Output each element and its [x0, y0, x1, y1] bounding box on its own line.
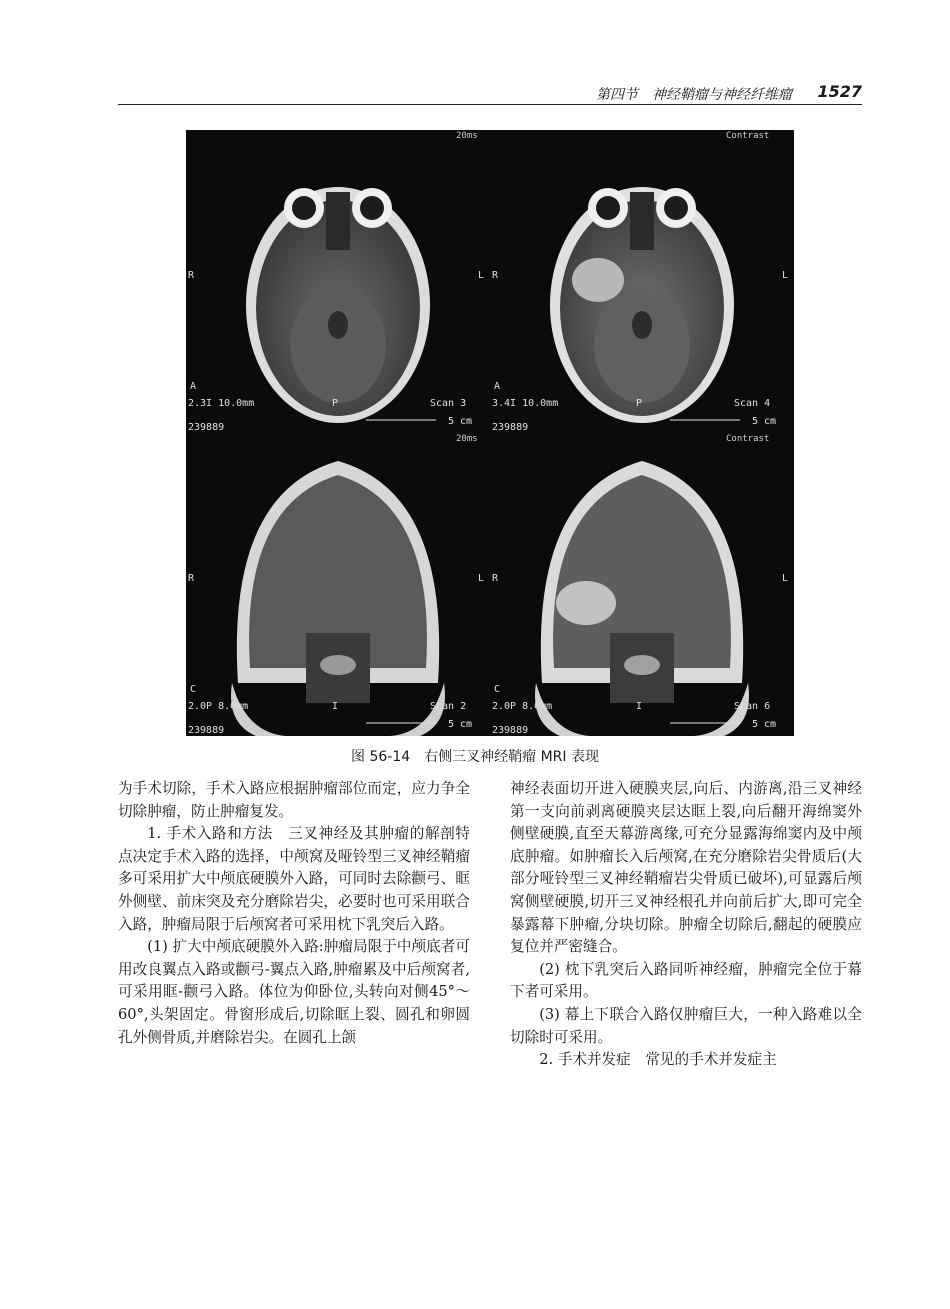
- right-column: [510, 778, 862, 1072]
- paragraph: (2) 枕下乳突后入路同听神经瘤，肿瘤完全位于幕下者可采用。: [510, 960, 862, 1001]
- mri-panel-coronal-precontrast: [186, 433, 490, 736]
- paragraph: 神经表面切开进入硬膜夹层,向后、内游离,沿三叉神经第一支向前剥离硬膜夹层达眶上裂,向后翻开海绵窦外侧壁硬膜,直至天幕游离缘,可充分显露海绵窦内及中颅底肿瘤。如肿瘤长入后颅窝,在充分磨除岩尖骨质后(大部分哑铃型三叉神经鞘瘤岩尖骨质已破坏),可显露后颅窝侧壁硬膜,切开三叉神经根孔并向前后扩大,即可完全暴露幕下肿瘤,分块切除。肿瘤全切除后,翻起的硬膜应复位并严密缝合。: [510, 780, 862, 956]
- side-label-l: L: [782, 270, 789, 281]
- sequence-label: 20ms: [456, 131, 478, 141]
- section-title: 第四节 神经鞘瘤与神经纤维瘤: [596, 87, 792, 103]
- orient-label: A: [190, 381, 197, 392]
- scan-params: 2.0P 8.0mm: [492, 701, 553, 712]
- scale-bar-label: 5 cm: [752, 416, 777, 427]
- side-label-r: R: [492, 270, 499, 281]
- side-label-l: L: [478, 270, 485, 281]
- running-header: [118, 82, 862, 105]
- view-label: P: [636, 398, 643, 409]
- paragraph: (1) 扩大中颅底硬膜外入路:肿瘤局限于中颅底者可用改良翼点入路或颧弓-翼点入路,肿瘤累及中后颅窝者,可采用眶-颧弓入路。体位为仰卧位,头转向对侧45°～60°,头架固定。骨窗形成后,切除眶上裂、圆孔和卵圆孔外侧骨质,并磨除岩尖。在圆孔上颌: [118, 938, 470, 1046]
- side-label-r: R: [188, 573, 195, 584]
- mri-panel-axial-contrast: [490, 130, 794, 433]
- orient-label: C: [190, 684, 197, 695]
- scan-number: Scan 2: [430, 701, 467, 712]
- paragraph: 1. 手术入路和方法 三叉神经及其肿瘤的解剖特点决定手术入路的选择，中颅窝及哑铃型三叉神经鞘瘤多可采用扩大中颅底硬膜外入路，可同时去除颧弓、眶外侧壁、前床突及充分磨除岩尖，必要时也可采用联合入路，肿瘤局限于后颅窝者可采用枕下乳突后入路。: [118, 825, 470, 933]
- mri-figure: [186, 130, 794, 736]
- mri-panel-coronal-contrast: [490, 433, 794, 736]
- paragraph: (3) 幕上下联合入路仅肿瘤巨大，一种入路难以全切除时可采用。: [510, 1005, 862, 1046]
- scan-number: Scan 6: [734, 701, 771, 712]
- scale-bar-label: 5 cm: [448, 416, 473, 427]
- left-column: [118, 778, 470, 1049]
- paragraph: 为手术切除，手术入路应根据肿瘤部位而定，应力争全切除肿瘤，防止肿瘤复发。: [118, 780, 470, 820]
- view-label: P: [332, 398, 339, 409]
- scan-params: 3.4I 10.0mm: [492, 398, 559, 409]
- scale-bar-label: 5 cm: [448, 719, 473, 730]
- scan-params: 2.3I 10.0mm: [188, 398, 255, 409]
- side-label-l: L: [478, 573, 485, 584]
- side-label-r: R: [188, 270, 195, 281]
- patient-id: 239889: [492, 725, 529, 736]
- side-label-l: L: [782, 573, 789, 584]
- figure-caption: 图 56-14 右侧三叉神经鞘瘤 MRI 表现: [351, 749, 599, 765]
- scan-number: Scan 3: [430, 398, 467, 409]
- page-number: 1527: [817, 82, 862, 101]
- patient-id: 239889: [492, 422, 529, 433]
- sequence-label: Contrast: [726, 434, 770, 444]
- paragraph: 2. 手术并发症 常见的手术并发症主: [539, 1051, 777, 1069]
- scan-number: Scan 4: [734, 398, 771, 409]
- side-label-r: R: [492, 573, 499, 584]
- scan-params: 2.0P 8.0mm: [188, 701, 249, 712]
- orient-label: C: [494, 684, 501, 695]
- scale-bar-label: 5 cm: [752, 719, 777, 730]
- patient-id: 239889: [188, 422, 225, 433]
- sequence-label: Contrast: [726, 131, 770, 141]
- mri-panel-axial-precontrast: [186, 130, 490, 433]
- view-label: I: [332, 701, 339, 712]
- view-label: I: [636, 701, 643, 712]
- patient-id: 239889: [188, 725, 225, 736]
- orient-label: A: [494, 381, 501, 392]
- sequence-label: 20ms: [456, 434, 478, 444]
